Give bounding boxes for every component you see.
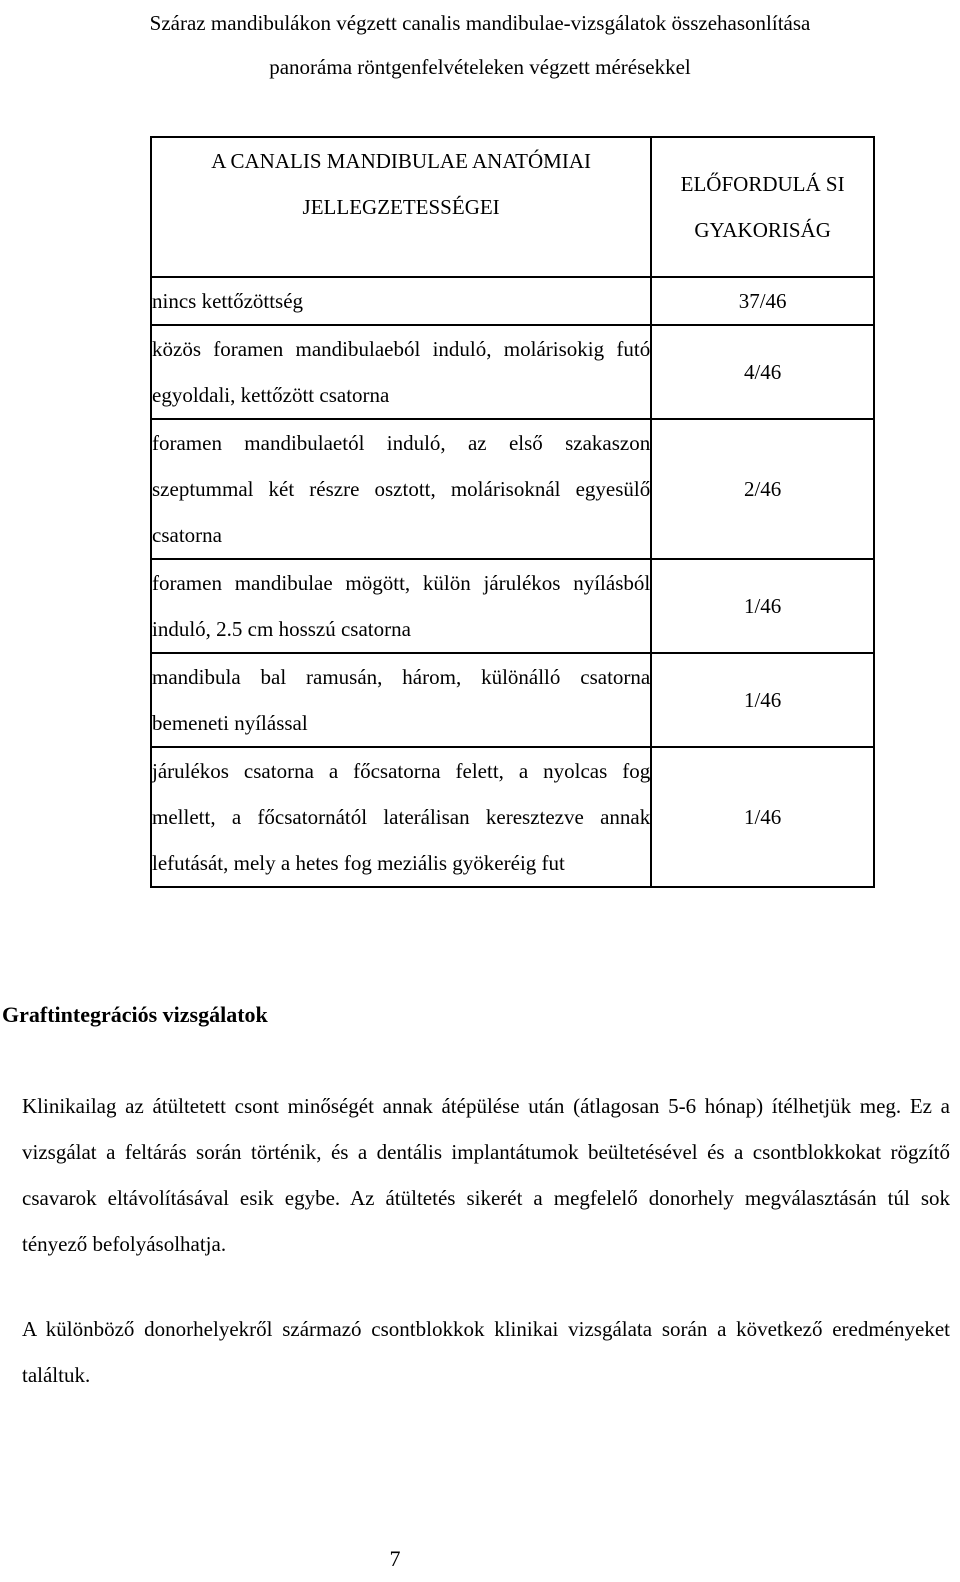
table-row xyxy=(151,747,874,887)
row-frequency: 1/46 xyxy=(651,653,874,747)
row-frequency: 1/46 xyxy=(651,747,874,887)
section-heading: Graftintegrációs vizsgálatok xyxy=(2,1002,268,1027)
row-description: nincs kettőzöttség xyxy=(151,277,651,325)
column-header-frequency xyxy=(651,137,874,277)
row-frequency: 2/46 xyxy=(651,419,874,559)
header-line-1: Száraz mandibulákon végzett canalis mandibulae-vizsgálatok összehasonlítása xyxy=(149,11,811,35)
column-header-features xyxy=(151,137,651,277)
row-description: foramen mandibulaetól induló, az első szakaszon szeptummal két részre osztott, molárisoknál egyesülő csatorna xyxy=(151,419,651,559)
body-paragraph: A különböző donorhelyekről származó csontblokkok klinikai vizsgálata során a következő eredményeket találtuk. xyxy=(22,1317,950,1387)
table-row xyxy=(151,419,874,559)
running-header xyxy=(0,0,960,88)
table-row xyxy=(151,653,874,747)
row-description: mandibula bal ramusán, három, különálló csatorna bemeneti nyílással xyxy=(151,653,651,747)
table-row xyxy=(151,325,874,419)
table-header-row xyxy=(151,137,874,277)
table-row xyxy=(151,277,874,325)
column-header-features-text: A CANALIS MANDIBULAE ANATÓMIAI JELLEGZETESSÉGEI xyxy=(211,149,591,219)
body-paragraph: Klinikailag az átültetett csont minőségét annak átépülése után (átlagosan 5-6 hónap) ítélhetjük meg. Ez a vizsgálat a feltárás során történik, és a dentális implantátumok beültetésével és a csontblokkokat rögzítő csavarok eltávolításával esik egybe. Az átültetés sikerét a megfelelő donorhely megválasztásán túl sok tényező befolyásolhatja. xyxy=(22,1094,950,1256)
header-line-2: panoráma röntgenfelvételeken végzett mérésekkel xyxy=(269,55,691,79)
row-frequency: 1/46 xyxy=(651,559,874,653)
row-frequency: 4/46 xyxy=(651,325,874,419)
row-frequency: 37/46 xyxy=(651,277,874,325)
row-description: foramen mandibulae mögött, külön járulékos nyílásból induló, 2.5 cm hosszú csatorna xyxy=(151,559,651,653)
canalis-mandibulae-table xyxy=(150,136,875,888)
row-description: járulékos csatorna a főcsatorna felett, a nyolcas fog mellett, a főcsatornától laterálisan keresztezve annak lefutását, mely a hetes fog meziális gyökeréig fut xyxy=(151,747,651,887)
row-description: közös foramen mandibulaeból induló, molárisokig futó egyoldali, kettőzött csatorna xyxy=(151,325,651,419)
table-row xyxy=(151,559,874,653)
page-number: 7 xyxy=(389,1546,401,1571)
column-header-frequency-text: ELŐFORDULÁ SI GYAKORISÁG xyxy=(680,172,845,242)
